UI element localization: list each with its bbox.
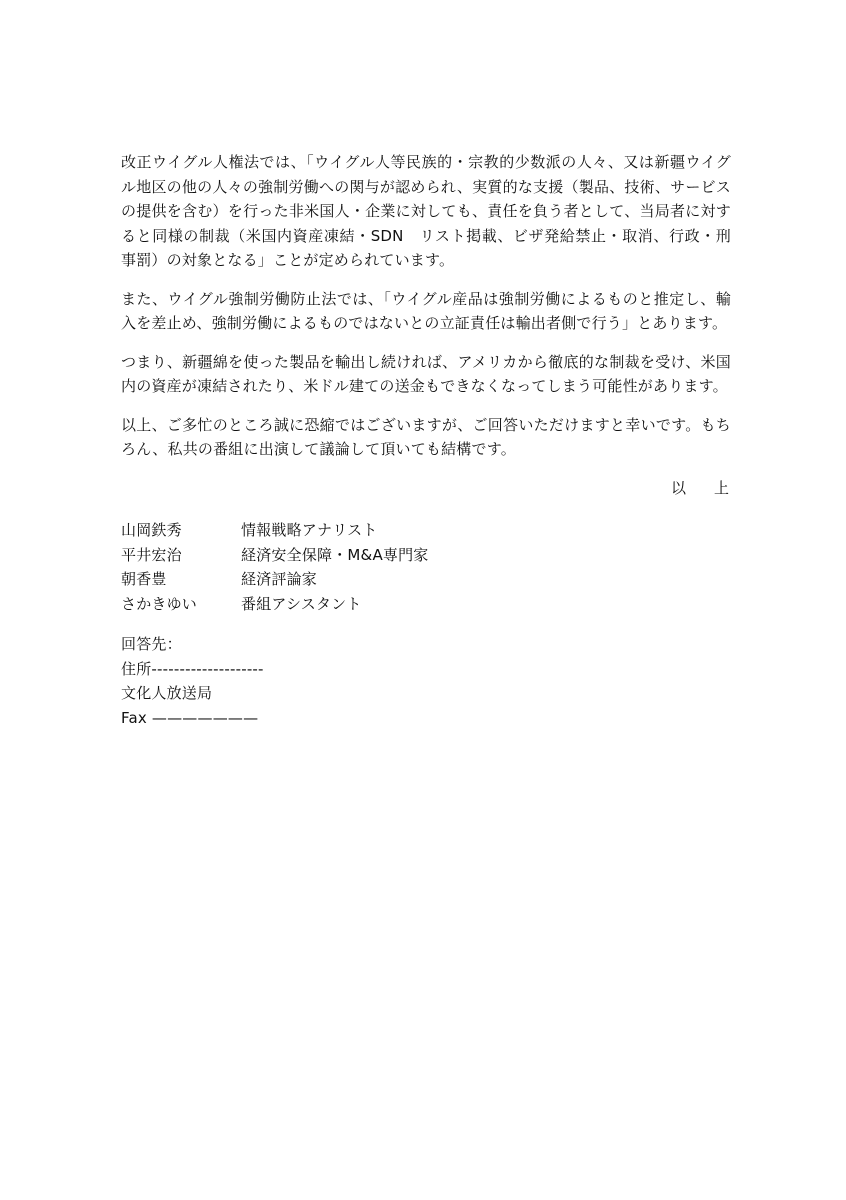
signatory-row (121, 543, 731, 568)
signatory-name: 平井宏治 (121, 545, 182, 564)
signatory-row (121, 567, 731, 592)
paragraph-forced-labor-prevention-act: また、ウイグル強制労働防止法では、「ウイグル産品は強制労働によるものと推定し、輸入を差止め、強制労働によるものではないとの立証責任は輸出者側で行う」とあります。 (121, 289, 731, 332)
letter-body (121, 150, 731, 730)
reply-destination (121, 632, 731, 730)
signatory-name: さかきゆい (121, 594, 198, 613)
signatory-role: 経済安全保障・M&A専門家 (241, 545, 429, 564)
signatory-row (121, 518, 731, 543)
paragraph-uyghur-human-rights-act: 改正ウイグル人権法では、「ウイグル人等民族的・宗教的少数派の人々、又は新疆ウイグル地区の他の人々の強制労働への関与が認められ、実質的な支援（製品、技術、サービスの提供を含む）を行った非米国人・企業に対しても、責任を負う者として、当局者に対すると同様の制裁（米国内資産凍結・SDN リスト掲載、ビザ発給禁止・取消、行政・刑事罰）の対象となる」ことが定められています。 (121, 153, 731, 269)
reply-organization: 文化人放送局 (121, 684, 213, 702)
signatory-role: 番組アシスタント (241, 594, 362, 613)
reply-fax: Fax ——————— (121, 708, 259, 727)
closing-char-1: 以 (670, 478, 686, 497)
signatory-list (121, 518, 731, 616)
signatory-role: 情報戦略アナリスト (241, 521, 378, 539)
reply-label: 回答先： (121, 635, 182, 653)
signatory-role: 経済評論家 (241, 570, 318, 588)
signatory-row (121, 592, 731, 617)
closing-char-2: 上 (713, 478, 729, 497)
closing-ijou (121, 476, 729, 501)
reply-address: 住所-------------------- (121, 659, 264, 678)
paragraph-request-reply: 以上、ご多忙のところ誠に恐縮ではございますが、ご回答いただけますと幸いです。もちろん、私共の番組に出演して議論して頂いても結構です。 (121, 415, 731, 458)
signatory-name: 朝香豊 (121, 570, 167, 588)
signatory-name: 山岡鉄秀 (121, 521, 182, 539)
paragraph-sanctions-risk: つまり、新疆綿を使った製品を輸出し続ければ、アメリカから徹底的な制裁を受け、米国内の資産が凍結されたり、米ドル建ての送金もできなくなってしまう可能性があります。 (121, 352, 731, 395)
